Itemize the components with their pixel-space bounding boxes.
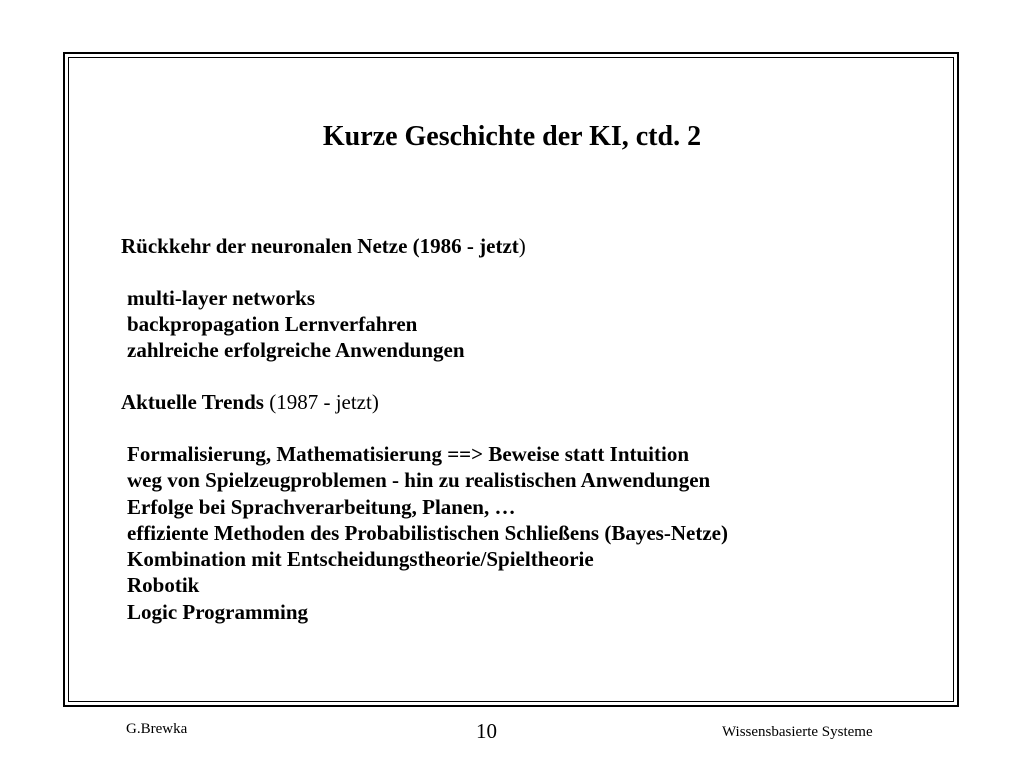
- section-heading-neural-networks: [121, 233, 526, 259]
- list-item: backpropagation Lernverfahren: [127, 312, 418, 336]
- list-item: Robotik: [127, 573, 200, 598]
- list-item: effiziente Methoden des Probabilistischen Schließens (Bayes-Netze): [127, 520, 728, 545]
- footer-page-number: 10: [476, 719, 497, 743]
- list-item: multi-layer networks: [127, 286, 316, 310]
- list-item: Erfolge bei Sprachverarbeitung, Planen, …: [127, 494, 516, 519]
- section-heading-current-trends-tail: (1987 - jetzt): [263, 390, 379, 414]
- current-trends-list: [127, 441, 728, 625]
- footer-author: G.Brewka: [126, 721, 188, 737]
- slide-title: Kurze Geschichte der KI, ctd. 2: [322, 121, 702, 152]
- section-heading-neural-networks-main: Rückkehr der neuronalen Netze (1986 - jetzt: [121, 234, 519, 258]
- list-item: zahlreiche erfolgreiche Anwendungen: [127, 338, 465, 362]
- section-heading-neural-networks-tail: ): [518, 234, 526, 258]
- section-heading-current-trends: [121, 389, 379, 415]
- section-heading-current-trends-main: Aktuelle Trends: [121, 390, 264, 414]
- list-item: weg von Spielzeugproblemen - hin zu realistischen Anwendungen: [127, 468, 711, 493]
- list-item: Logic Programming: [127, 599, 309, 624]
- list-item: Kombination mit Entscheidungstheorie/Spieltheorie: [127, 547, 594, 572]
- footer-course-title: Wissensbasierte Systeme: [722, 724, 873, 740]
- list-item: Formalisierung, Mathematisierung ==> Beweise statt Intuition: [127, 442, 690, 466]
- neural-networks-list: [127, 285, 465, 363]
